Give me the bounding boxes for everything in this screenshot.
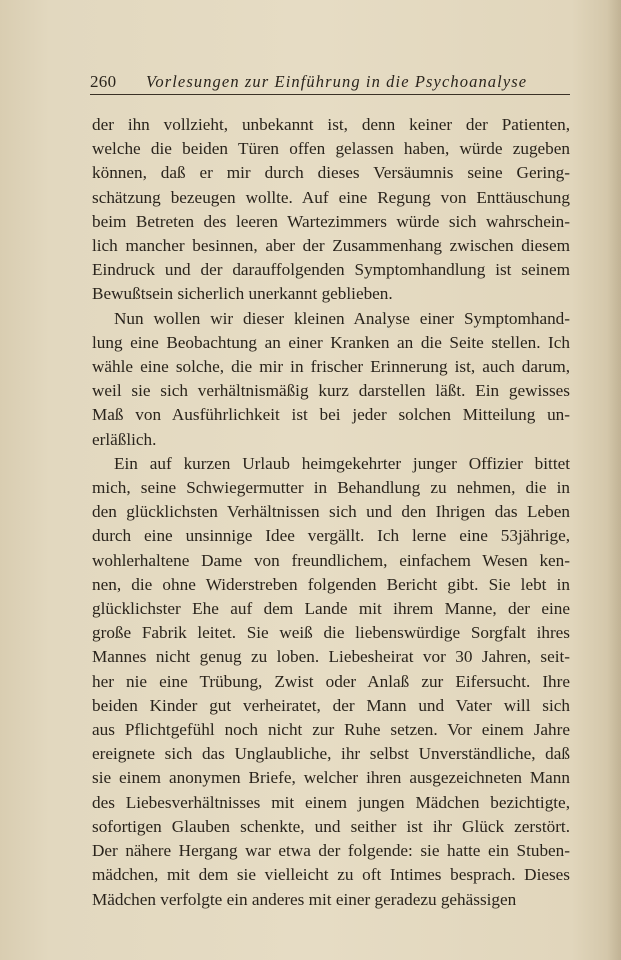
running-header xyxy=(90,70,570,95)
text-line: lung eine Beobachtung an einer Kranken an die Seite stellen. Ich xyxy=(92,332,570,352)
text-line: sie einem anonymen Briefe, welcher ihren ausgezeichneten Mann xyxy=(92,768,570,788)
text-line: können, daß er mir durch dieses Versäumnis seine Gering- xyxy=(92,163,570,183)
text-line: mädchen, mit dem sie vielleicht zu oft Intimes besprach. Dieses xyxy=(92,865,570,885)
text-line: mich, seine Schwiegermutter in Behandlung zu nehmen, die in xyxy=(92,478,570,498)
text-line: der ihn vollzieht, unbekannt ist, denn keiner der Patienten, xyxy=(92,115,570,134)
text-line: des Liebesverhältnisses mit einem jungen Mädchen bezichtigte, xyxy=(92,792,570,812)
text-line: beiden Kinder gut verheiratet, der Mann und Vater will sich xyxy=(92,695,570,715)
text-line: Der nähere Hergang war etwa der folgende: sie hatte ein Stuben- xyxy=(92,841,570,861)
text-line: Mädchen verfolgte ein anderes mit einer geradezu gehässigen xyxy=(92,889,517,909)
text-line: lich mancher besinnen, aber der Zusammenhang zwischen diesem xyxy=(92,236,570,256)
text-line: Maß von Ausführlichkeit ist bei jeder solchen Mitteilung un- xyxy=(92,405,570,425)
text-line: wähle eine solche, die mir in frischer Erinnerung ist, auch darum, xyxy=(92,357,570,377)
text-line: Bewußtsein sicherlich unerkannt geblieben. xyxy=(92,284,393,304)
text-line: schätzung bezeugen wollte. Auf eine Regung von Enttäuschung xyxy=(92,187,570,207)
paragraph xyxy=(92,452,570,912)
text-line: Mannes nicht genug zu loben. Liebesheirat vor 30 Jahren, seit- xyxy=(92,647,570,667)
text-line: Nun wollen wir dieser kleinen Analyse einer Symptomhand- xyxy=(114,308,570,328)
running-title: Vorlesungen zur Einführung in die Psychoanalyse xyxy=(146,72,528,91)
page-number: 260 xyxy=(90,72,117,91)
text-line: große Fabrik leitet. Sie weiß die liebenswürdige Sorgfalt ihres xyxy=(92,623,570,643)
paragraph xyxy=(92,307,570,452)
text-line: ereignete sich das Unglaubliche, ihr selbst Unverständliche, daß xyxy=(92,744,570,764)
text-line: sofortigen Glauben schenkte, und seither ist ihr Glück zerstört. xyxy=(92,816,570,836)
text-line: nen, die ohne Widerstreben folgenden Bericht gibt. Sie lebt in xyxy=(92,574,570,594)
text-line: beim Betreten des leeren Wartezimmers würde sich wahrschein- xyxy=(92,211,570,231)
paragraph xyxy=(92,113,570,307)
text-line: wohlerhaltene Dame von freundlichem, einfachem Wesen ken- xyxy=(92,550,570,570)
text-line: Eindruck und der darauffolgenden Symptomhandlung ist seinem xyxy=(92,260,570,280)
body-text xyxy=(92,113,570,912)
text-line: weil sie sich verhältnismäßig kurz darstellen läßt. Ein gewisses xyxy=(92,381,570,401)
text-line: aus Pflichtgefühl noch nicht zur Ruhe setzen. Vor einem Jahre xyxy=(92,720,570,740)
text-line: her nie eine Trübung, Zwist oder Anlaß zur Eifersucht. Ihre xyxy=(92,671,570,691)
text-line: Ein auf kurzen Urlaub heimgekehrter junger Offizier bittet xyxy=(114,453,570,473)
text-line: welche die beiden Türen offen gelassen haben, würde zugeben xyxy=(92,139,570,159)
text-line: glücklichster Ehe auf dem Lande mit ihrem Manne, der eine xyxy=(92,599,570,619)
text-line: durch eine unsinnige Idee vergällt. Ich lerne eine 53jährige, xyxy=(92,526,570,546)
text-line: den glücklichsten Verhältnissen sich und den Ihrigen das Leben xyxy=(92,502,570,522)
text-line: erläßlich. xyxy=(92,429,157,449)
